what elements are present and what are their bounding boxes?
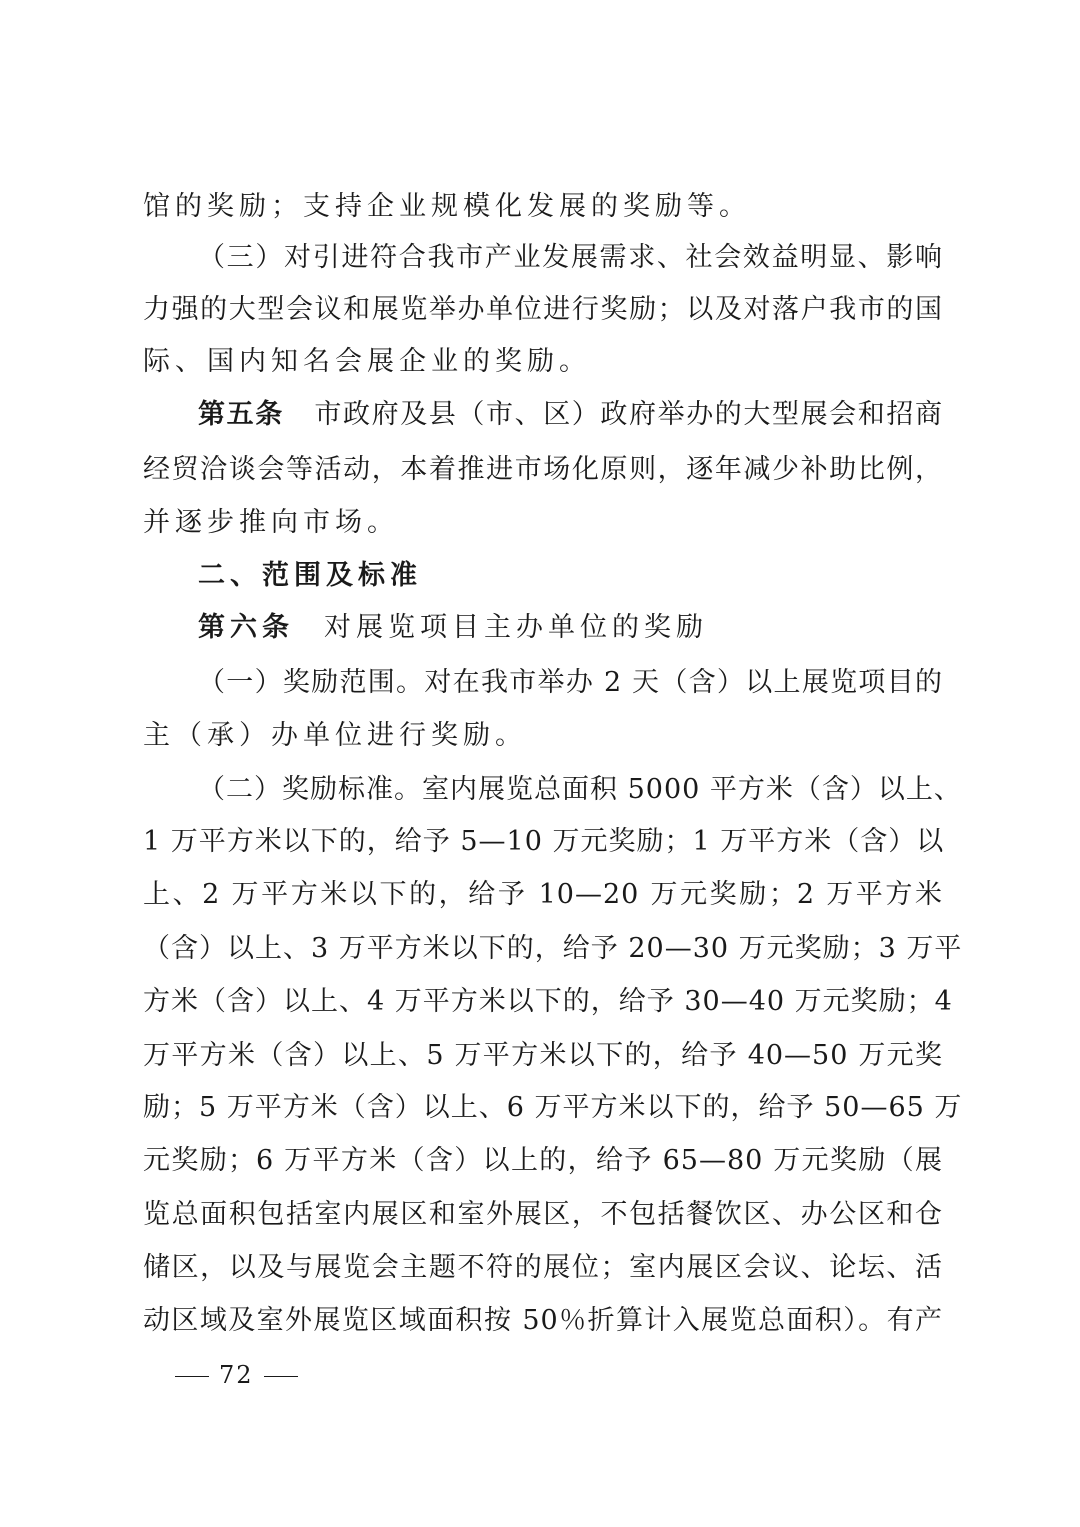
page-number-value: 72 (219, 1361, 254, 1389)
page-number (165, 1358, 308, 1392)
paragraph-line: 1 万平方米以下的，给予 5—10 万元奖励；1 万平方米（含）以 (143, 826, 945, 857)
paragraph-line: 主（承）办单位进行奖励。 (143, 720, 527, 751)
article-six-line (198, 608, 708, 648)
page-number-dash (264, 1376, 298, 1377)
paragraph-line: 览总面积包括室内展区和室外展区，不包括餐饮区、办公区和仓 (143, 1199, 943, 1230)
paragraph-line: （含）以上、3 万平方米以下的，给予 20—30 万元奖励；3 万平 (143, 933, 963, 964)
paragraph-line: 动区域及室外展览区域面积按 50％折算计入展览总面积）。有产 (143, 1305, 943, 1336)
paragraph-line: 经贸洽谈会等活动，本着推进市场化原则，逐年减少补助比例， (143, 454, 943, 485)
section-heading: 二、范围及标准 (198, 560, 422, 591)
paragraph-line: 励；5 万平方米（含）以上、6 万平方米以下的，给予 50—65 万 (143, 1092, 963, 1123)
paragraph-line: 力强的大型会议和展览举办单位进行奖励；以及对落户我市的国 (143, 294, 943, 325)
paragraph-line: 储区，以及与展览会主题不符的展位；室内展区会议、论坛、活 (143, 1252, 943, 1283)
article-text: 市政府及县（市、区）政府举办的大型展会和招商 (313, 399, 944, 430)
paragraph-line: （一）奖励范围。对在我市举办 2 天（含）以上展览项目的 (198, 667, 943, 698)
paragraph-line: 上、2 万平方米以下的，给予 10—20 万元奖励；2 万平方米 (143, 879, 943, 910)
paragraph-line: （二）奖励标准。室内展览总面积 5000 平方米（含）以上、 (198, 774, 962, 805)
article-text: 对展览项目主办单位的奖励 (324, 612, 708, 643)
article-five-line (198, 395, 943, 435)
paragraph-line: （三）对引进符合我市产业发展需求、社会效益明显、影响 (198, 242, 943, 273)
paragraph-line: 元奖励；6 万平方米（含）以上的，给予 65—80 万元奖励（展 (143, 1145, 943, 1176)
paragraph-line: 际、国内知名会展企业的奖励。 (143, 346, 591, 377)
page-number-dash (175, 1376, 209, 1377)
paragraph-line: 万平方米（含）以上、5 万平方米以下的，给予 40—50 万元奖 (143, 1040, 943, 1071)
paragraph-line: 方米（含）以上、4 万平方米以下的，给予 30—40 万元奖励；4 (143, 986, 953, 1017)
article-label: 第五条 (198, 399, 284, 430)
paragraph-line: 馆的奖励；支持企业规模化发展的奖励等。 (143, 191, 751, 222)
paragraph-line: 并逐步推向市场。 (143, 507, 399, 538)
article-label: 第六条 (198, 612, 294, 643)
